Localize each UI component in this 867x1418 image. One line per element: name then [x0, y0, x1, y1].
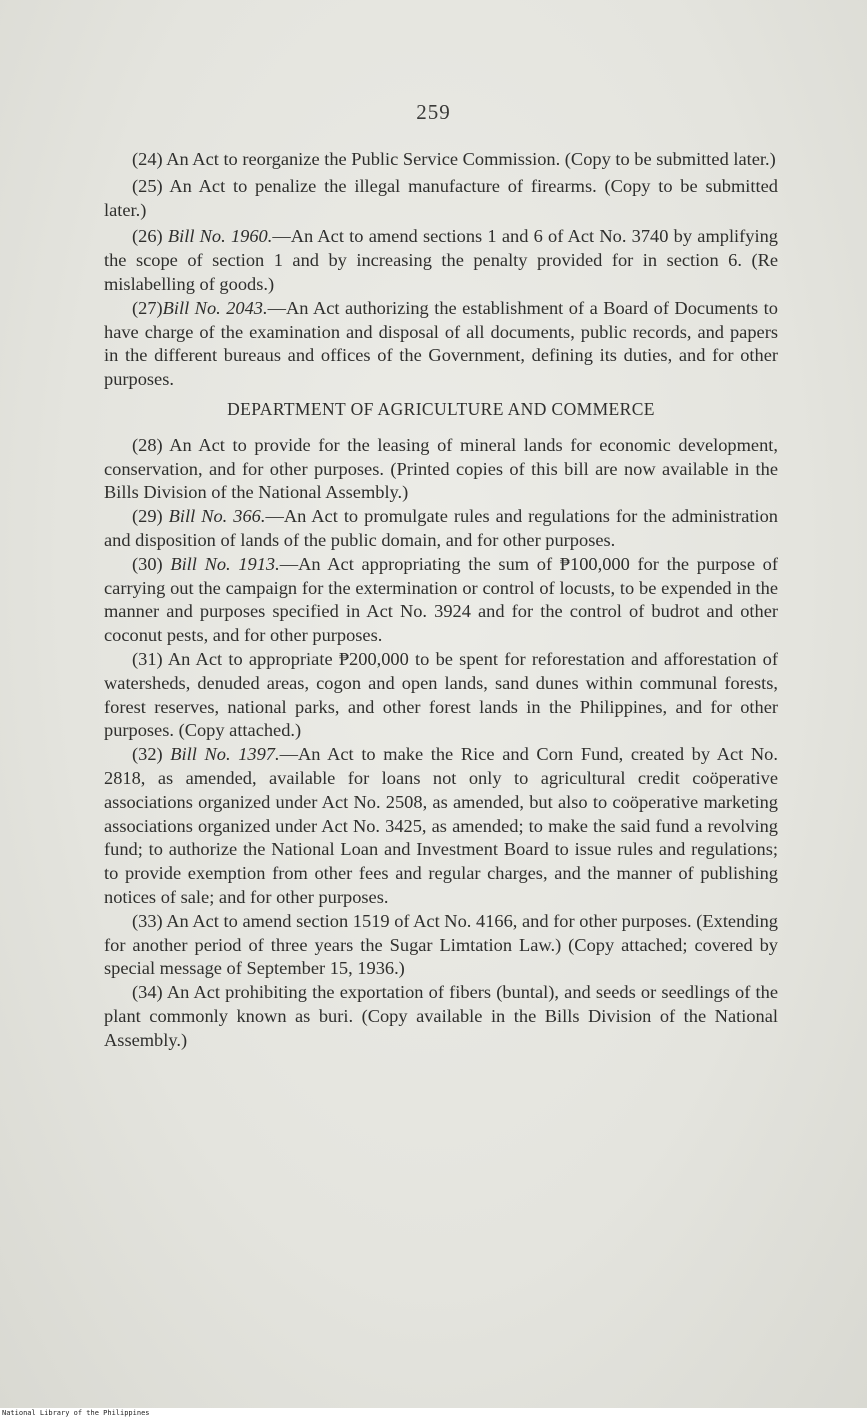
- item-number: (29): [132, 506, 163, 527]
- item-text: —An Act to promulgate rules and regulations for the administration and disposition of lands of the public domain, and for other purposes.: [104, 506, 778, 550]
- item-number: (25): [132, 175, 163, 196]
- bill-number: Bill No. 2043.: [162, 297, 268, 318]
- item-text: An Act to provide for the leasing of mineral lands for economic development, conservation, and for other purposes. (Printed copies of this bill are now available in the Bills Division of the National Assembly.): [104, 434, 778, 503]
- item-number: (34): [132, 982, 163, 1003]
- section-heading: DEPARTMENT OF AGRICULTURE AND COMMERCE: [227, 398, 655, 419]
- item-number: (26): [132, 226, 163, 247]
- item-number: (33): [132, 910, 163, 931]
- bill-number: Bill No. 1397.: [170, 744, 280, 765]
- item-number: (30): [132, 553, 163, 574]
- bill-number: Bill No. 1960.: [167, 226, 273, 247]
- item-28: [104, 434, 778, 505]
- item-number: (27): [132, 297, 163, 318]
- item-33: [104, 910, 778, 981]
- document-body: [104, 148, 778, 1052]
- item-text: An Act to reorganize the Public Service Commission. (Copy to be submitted later.): [166, 149, 776, 169]
- bill-number: Bill No. 1913.: [170, 553, 280, 574]
- item-number: (24): [132, 149, 163, 169]
- page-number: 259: [416, 100, 451, 124]
- item-34: [104, 981, 778, 1052]
- item-number: (31): [132, 648, 163, 669]
- item-24: [104, 148, 778, 172]
- item-number: (28): [132, 434, 163, 455]
- item-29: [104, 505, 778, 553]
- item-text: An Act prohibiting the exportation of fibers (buntal), and seeds or seedlings of the plant commonly known as buri. (Copy available in the Bills Division of the National Assembly.): [104, 982, 778, 1050]
- item-text: —An Act to amend sections 1 and 6 of Act No. 3740 by amplifying the scope of section 1 and by increasing the penalty provided for in section 6. (Re mislabelling of goods.): [104, 226, 778, 294]
- item-32: [104, 743, 778, 910]
- item-number: (32): [132, 744, 163, 765]
- item-text: —An Act authorizing the establishment of a Board of Documents to have charge of the examination and disposal of all documents, public records, and papers in the different bureaus and offices of the Government, defining its duties, and for other purposes.: [104, 297, 778, 390]
- item-25: [104, 175, 778, 223]
- item-text: —An Act to make the Rice and Corn Fund, created by Act No. 2818, as amended, available for loans not only to agricultural credit coöperative associations organized under Act No. 2508, as amended, but also to coöperative marketing associations organized under Act No. 3425, as amended; to make the said fund a revolving fund; to authorize the National Loan and Investment Board to issue rules and regulations; to provide exemption from other fees and regular charges, and the manner of publishing notices of sale; and for other purposes.: [104, 744, 778, 907]
- item-31: [104, 648, 778, 743]
- item-30: [104, 553, 778, 648]
- item-27: [104, 297, 778, 392]
- item-text: An Act to appropriate ₱200,000 to be spent for reforestation and afforestation of watersheds, denuded areas, cogon and open lands, sand dunes within communal forests, forest reserves, national parks, and other forest lands in the Philippines, and for other purposes. (Copy attached.): [104, 648, 778, 741]
- item-text: An Act to penalize the illegal manufacture of firearms. (Copy to be submitted later.): [104, 175, 778, 220]
- bill-number: Bill No. 366.: [168, 506, 266, 527]
- item-26: [104, 225, 778, 296]
- item-text: —An Act appropriating the sum of ₱100,000 for the purpose of carrying out the campaign for the extermination or control of locusts, to be expended in the manner and purposes specified in Act No. 3924 and for the control of budrot and other coconut pests, and for other purposes.: [104, 553, 779, 646]
- item-text: An Act to amend section 1519 of Act No. 4166, and for other purposes. (Extending for another period of three years the Sugar Limtation Law.) (Copy attached; covered by special message of September 15, 1936.): [104, 910, 778, 979]
- footer-credit: National Library of the Philippines: [2, 1409, 150, 1417]
